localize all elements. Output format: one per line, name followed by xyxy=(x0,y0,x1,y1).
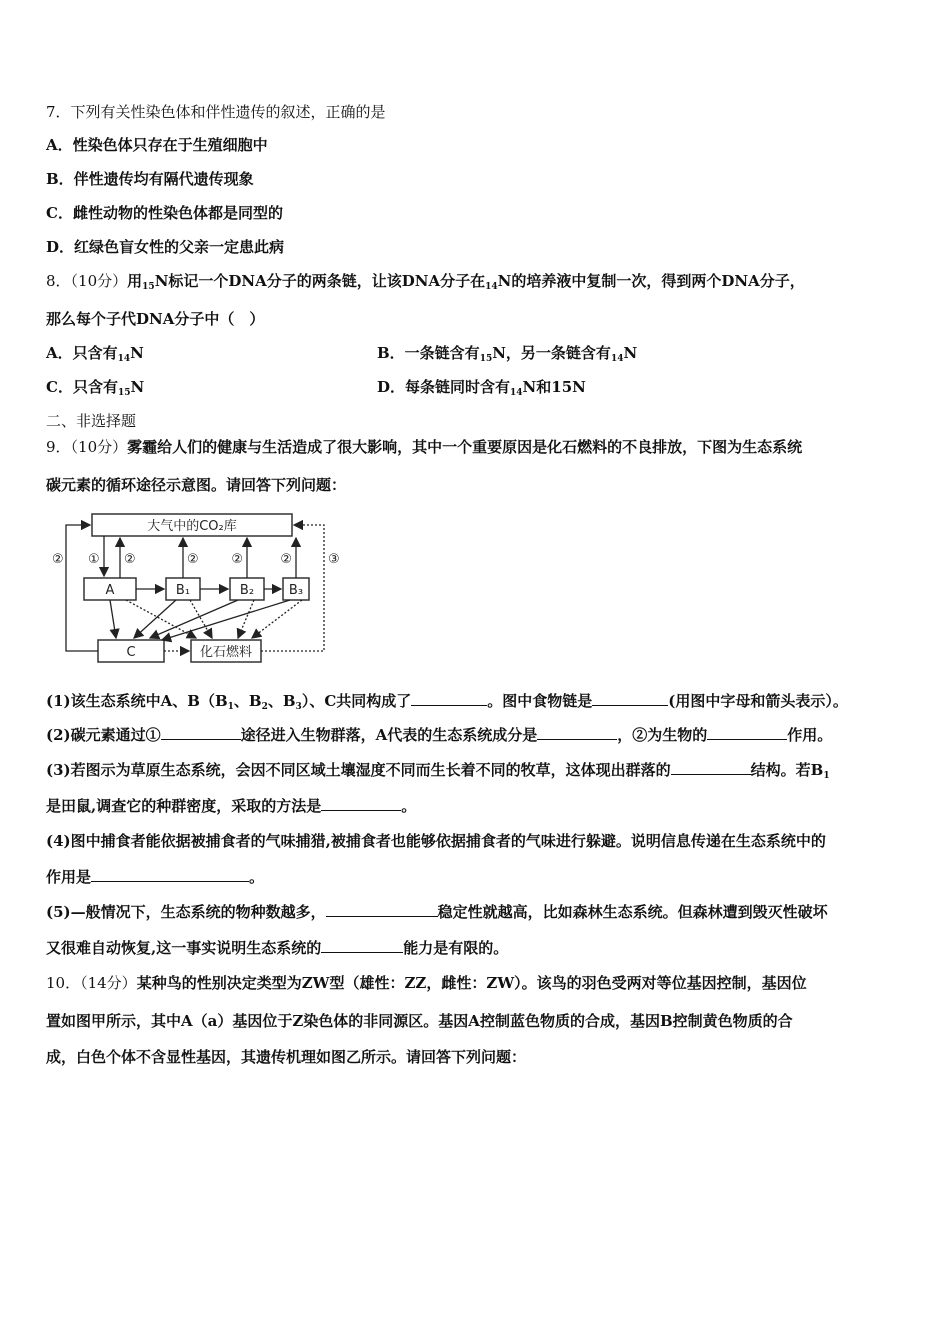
q9-part1: (1)该生态系统中A、$B(B_1$、$B_2$、$B_3$）、C共同构成了 。图中食物链是 (用图中字母和箭头表示）。 xyxy=(46,692,848,712)
mark-1: ① xyxy=(88,552,100,567)
q9-part4-line1: (4)图中捕食者能依据被捕食者的气味捕猎,被捕食者也能够依据捕食者的气味进行躲避。说明信息传递在生态系统中的 xyxy=(46,832,826,850)
q7-option-d: D．红绿色盲女性的父亲一定患此病 xyxy=(46,238,285,256)
arrow-b2-fossil xyxy=(238,600,254,638)
co2-pool-label: 大气中的CO₂库 xyxy=(147,519,237,534)
answer-blank[interactable] xyxy=(321,796,401,811)
arrow-c-co2 xyxy=(66,525,98,651)
answer-blank[interactable] xyxy=(537,725,617,740)
arrow-b1-c xyxy=(134,600,176,638)
q7-option-b: B．伴性遗传均有隔代遗传现象 xyxy=(46,170,254,188)
q8-option-c: C．只含有$_{15}$N xyxy=(46,378,145,398)
answer-blank[interactable] xyxy=(707,725,787,740)
box-b3-label: B₃ xyxy=(288,583,304,598)
box-c-label: C xyxy=(126,645,136,660)
mark-2-b3: ② xyxy=(280,552,292,567)
q7-stem: 7．下列有关性染色体和伴性遗传的叙述，正确的是 xyxy=(46,103,386,121)
answer-blank[interactable] xyxy=(321,938,403,953)
mark-2-b2: ② xyxy=(231,552,243,567)
answer-blank[interactable] xyxy=(326,902,438,917)
answer-blank[interactable] xyxy=(671,760,751,775)
mark-3: ③ xyxy=(328,552,340,567)
carbon-cycle-diagram xyxy=(46,508,346,668)
answer-blank[interactable] xyxy=(411,691,487,706)
q9-part5-line2: 又很难自动恢复,这一事实说明生态系统的 能力是有限的。 xyxy=(46,939,509,957)
arrow-b2-c xyxy=(150,600,238,638)
q9-part2: (2)碳元素通过① 途径进入生物群落，A代表的生态系统成分是 ，②为生物的 作用。 xyxy=(46,726,833,744)
q9-part3-line2: 是田鼠,调查它的种群密度，采取的方法是 。 xyxy=(46,797,417,815)
arrow-b3-c xyxy=(162,600,290,640)
q8-stem-line1: 8．（10分）用$_{15}$N标记一个DNA分子的两条链，让该DNA分子在$_{14}$N的培养液中复制一次，得到两个DNA分子， xyxy=(46,272,805,292)
q8-option-b: B．一条链含有$_{15}$N，另一条链含有$_{14}$N xyxy=(377,344,638,364)
mark-2-a: ② xyxy=(124,552,136,567)
q9-part3-line1: (3)若图示为草原生态系统，会因不同区域土壤湿度不同而生长着不同的牧草，这体现出群落的 结构。若$B_1$ xyxy=(46,761,830,781)
q10-stem-line1: 10．（14分）某种鸟的性别决定类型为ZW型（雄性：ZZ，雌性：ZW）。该鸟的羽色受两对等位基因控制，基因位 xyxy=(46,974,807,992)
fossil-fuel-label: 化石燃料 xyxy=(199,645,253,660)
q7-option-c: C．雌性动物的性染色体都是同型的 xyxy=(46,204,283,222)
answer-blank[interactable] xyxy=(161,725,241,740)
mark-2-b1: ② xyxy=(187,552,199,567)
q10-stem-line3: 成，白色个体不含显性基因，其遗传机理如图乙所示。请回答下列问题： xyxy=(46,1048,527,1066)
answer-blank[interactable] xyxy=(91,867,249,882)
q8-stem-line2: 那么每个子代DNA分子中（ ） xyxy=(46,310,265,328)
q9-part4-line2: 作用是 。 xyxy=(46,868,265,886)
mark-2-c: ② xyxy=(52,552,64,567)
section-heading: 二、非选择题 xyxy=(46,412,137,430)
answer-blank[interactable] xyxy=(592,691,668,706)
q10-stem-line2: 置如图甲所示，其中A（a）基因位于Z染色体的非同源区。基因A控制蓝色物质的合成，基因B控制黄色物质的合 xyxy=(46,1012,793,1030)
arrow-b3-fossil xyxy=(252,600,302,638)
q8-option-a: A．只含有$_{14}$N xyxy=(46,344,144,364)
q7-option-a: A．性染色体只存在于生殖细胞中 xyxy=(46,136,268,154)
box-b1-label: B₁ xyxy=(175,583,191,598)
q8-option-d: D．每条链同时含有$_{14}$N和15N xyxy=(377,378,586,398)
box-a-label: A xyxy=(105,583,115,598)
q9-stem-line1: 9．（10分）雾霾给人们的健康与生活造成了很大影响，其中一个重要原因是化石燃料的不良排放，下图为生态系统 xyxy=(46,438,803,456)
q9-stem-line2: 碳元素的循环途径示意图。请回答下列问题： xyxy=(46,476,347,494)
q9-part5-line1: (5)—般情况下，生态系统的物种数越多， 稳定性就越高，比如森林生态系统。但森林遭到毁灭性破坏 xyxy=(46,903,828,921)
box-b2-label: B₂ xyxy=(239,583,255,598)
arrow-a-c xyxy=(110,600,116,638)
